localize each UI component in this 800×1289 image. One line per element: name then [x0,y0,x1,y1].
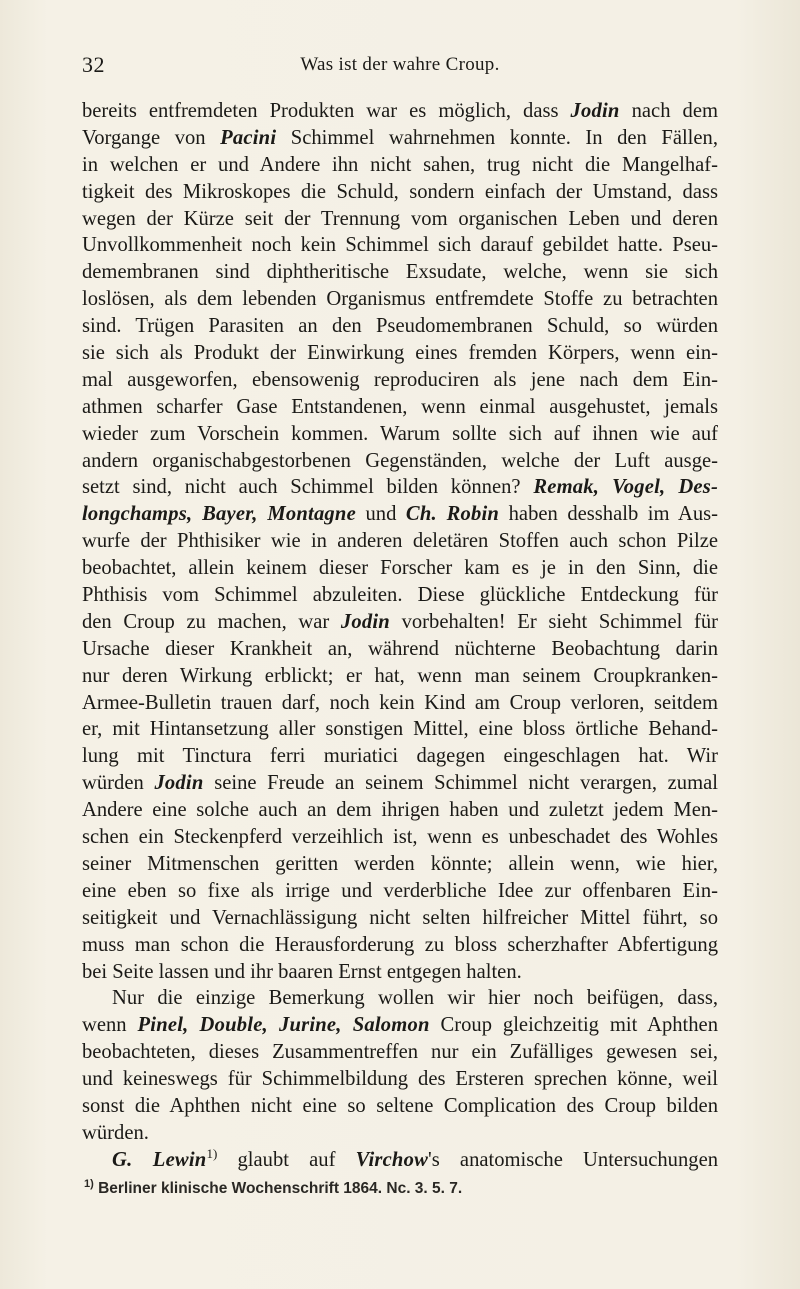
author-name: Jodin [154,772,204,795]
text-run: seiner Mitmenschen geritten werden könnte; allein wenn, wie hier, [82,852,718,875]
text-run: nur deren Wirkung erblickt; er hat, wenn man seinem Croupkranken- [82,664,718,687]
text-line [82,367,718,394]
text-line [82,1093,718,1120]
text-line [82,743,718,770]
text-line [82,1066,718,1093]
text-run: sonst die Aphthen nicht eine so seltene Complication des Croup bilden [82,1094,718,1117]
author-name: Jodin [570,100,620,122]
text-line [82,905,718,932]
text-run: Schimmel wahrnehmen konnte. In den Fällen, [276,126,718,149]
author-name: Pinel, Double, Jurine, Salomon [137,1014,430,1037]
text-line [82,1147,718,1174]
text-run: Ursache dieser Krankheit an, während nüchterne Beobachtung darin [82,637,718,660]
text-line [82,286,718,313]
text-run: lung mit Tinctura ferri muriatici dagegen eingeschlagen hat. Wir [82,745,718,768]
text-run: und [355,503,406,526]
text-run: demembranen sind diphtheritische Exsudate, welche, wenn sie sich [82,261,718,284]
text-line [82,232,718,259]
text-line [82,959,718,986]
text-run: seitigkeit und Vernachlässigung nicht selten hilfreicher Mittel führt, so [82,906,718,929]
text-line [82,528,718,555]
text-line [82,501,718,528]
text-run: seine Freude an seinem Schimmel nicht verargen, zumal [203,772,718,795]
text-run: Phthisis vom Schimmel abzuleiten. Diese glückliche Entdeckung für [82,584,718,607]
text-line [82,555,718,582]
text-line [82,340,718,367]
author-name: G. Lewin [112,1148,207,1171]
text-line [82,690,718,717]
text-line [82,474,718,501]
text-run: und keineswegs für Schimmelbildung des Ersteren sprechen könne, weil [82,1068,718,1091]
text-line [82,125,718,152]
text-line [82,985,718,1012]
text-run: bereits entfremdeten Produkten war es möglich, dass [82,100,571,122]
text-run: er, mit Hintansetzung aller sonstigen Mittel, eine bloss örtliche Behand- [82,718,718,741]
footnote-marker: 1) [84,1177,94,1190]
text-line [82,582,718,609]
text-run: setzt sind, nicht auch Schimmel bilden können? [82,476,534,499]
text-run: sie sich als Produkt der Einwirkung eines fremden Körpers, wenn ein- [82,342,718,365]
text-run: Unvollkommenheit noch kein Schimmel sich darauf gebildet hatte. Pseu- [82,234,718,257]
text-run: in welchen er und Andere ihn nicht sahen, trug nicht die Mangelhaf- [82,153,718,176]
text-line [82,1120,718,1147]
body-text [82,98,718,1174]
text-run: haben desshalb im Aus- [499,503,718,526]
text-line [82,1039,718,1066]
text-run: wieder zum Vorschein kommen. Warum sollte sich auf ihnen wie auf [82,422,718,445]
text-run: Croup gleichzeitig mit Aphthen [429,1014,718,1037]
text-line [82,716,718,743]
author-name: Ch. Robin [405,503,500,526]
text-run: eine eben so fixe als irrige und verderbliche Idee zur offenbaren Ein- [82,879,718,902]
text-run: wegen der Kürze seit der Trennung vom organischen Leben und deren [82,207,718,230]
text-line [82,824,718,851]
text-run: beobachteten, dieses Zusammentreffen nur ein Zufälliges gewesen sei, [82,1041,718,1064]
author-name: Remak, Vogel, Des- [533,476,718,499]
text-run: Armee-Bulletin trauen darf, noch kein Kind am Croup verloren, seitdem [82,691,718,714]
text-line [82,179,718,206]
text-run: tigkeit des Mikroskopes die Schuld, sondern einfach der Umstand, dass [82,180,718,203]
text-line [82,851,718,878]
text-line [82,259,718,286]
author-name: longchamps, Bayer, Montagne [82,503,356,526]
text-run: andern organischabgestorbenen Gegenständen, welche der Luft ausge- [82,449,718,472]
running-head [82,52,718,80]
text-line [82,98,718,125]
text-run: den Croup zu machen, war [82,610,341,633]
author-name: Jodin [340,610,390,633]
footnote [84,1177,714,1198]
text-run: loslösen, als dem lebenden Organismus entfremdete Stoffe zu betrachten [82,288,718,311]
page-number: 32 [82,52,105,77]
text-line [82,797,718,824]
text-line [82,448,718,475]
text-line [82,313,718,340]
text-line [82,421,718,448]
text-run: schen ein Steckenpferd verzeihlich ist, wenn es unbeschadet des Wohles [82,826,718,849]
text-run: bei Seite lassen und ihr baaren Ernst entgegen halten. [82,960,522,983]
text-line [82,1012,718,1039]
footnote-text: Berliner klinische Wochenschrift 1864. Nc. 3. 5. 7. [93,1180,463,1197]
text-run: beobachtet, allein keinem dieser Forscher kam es je in den Sinn, die [82,557,718,580]
text-run: Vorgange von [82,126,221,149]
text-line [82,932,718,959]
text-run: sind. Trügen Parasiten an den Pseudomembranen Schuld, so würden [82,315,718,338]
text-run: athmen scharfer Gase Entstandenen, wenn einmal ausgehustet, jemals [82,395,718,418]
text-run: würden [82,772,155,795]
text-run: wurfe der Phthisiker wie in anderen deletären Stoffen auch schon Pilze [82,530,718,553]
text-line [82,394,718,421]
text-run: würden. [82,1121,149,1144]
text-run: wenn [82,1014,138,1037]
text-run: Andere eine solche auch an dem ihrigen haben und zuletzt jedem Men- [82,799,718,822]
text-run: mal ausgeworfen, ebensowenig reproduciren als jene nach dem Ein- [82,368,718,391]
text-line [82,878,718,905]
footnote-ref: 1) [206,1146,218,1161]
author-name: Virchow [355,1148,429,1171]
text-line [82,636,718,663]
text-line [82,663,718,690]
text-run: vorbehalten! Er sieht Schimmel für [389,610,718,633]
text-line [82,609,718,636]
running-title: Was ist der wahre Croup. [300,54,500,75]
text-run: glaubt auf [217,1148,356,1171]
text-line [82,770,718,797]
text-run: nach dem [619,100,718,122]
text-line [82,152,718,179]
text-run: muss man schon die Herausforderung zu bloss scherzhafter Abfertigung [82,933,718,956]
text-run: Nur die einzige Bemerkung wollen wir hier noch beifügen, dass, [112,987,718,1010]
text-run: 's anatomische Untersuchungen [428,1148,718,1171]
author-name: Pacini [220,126,277,149]
text-line [82,206,718,233]
